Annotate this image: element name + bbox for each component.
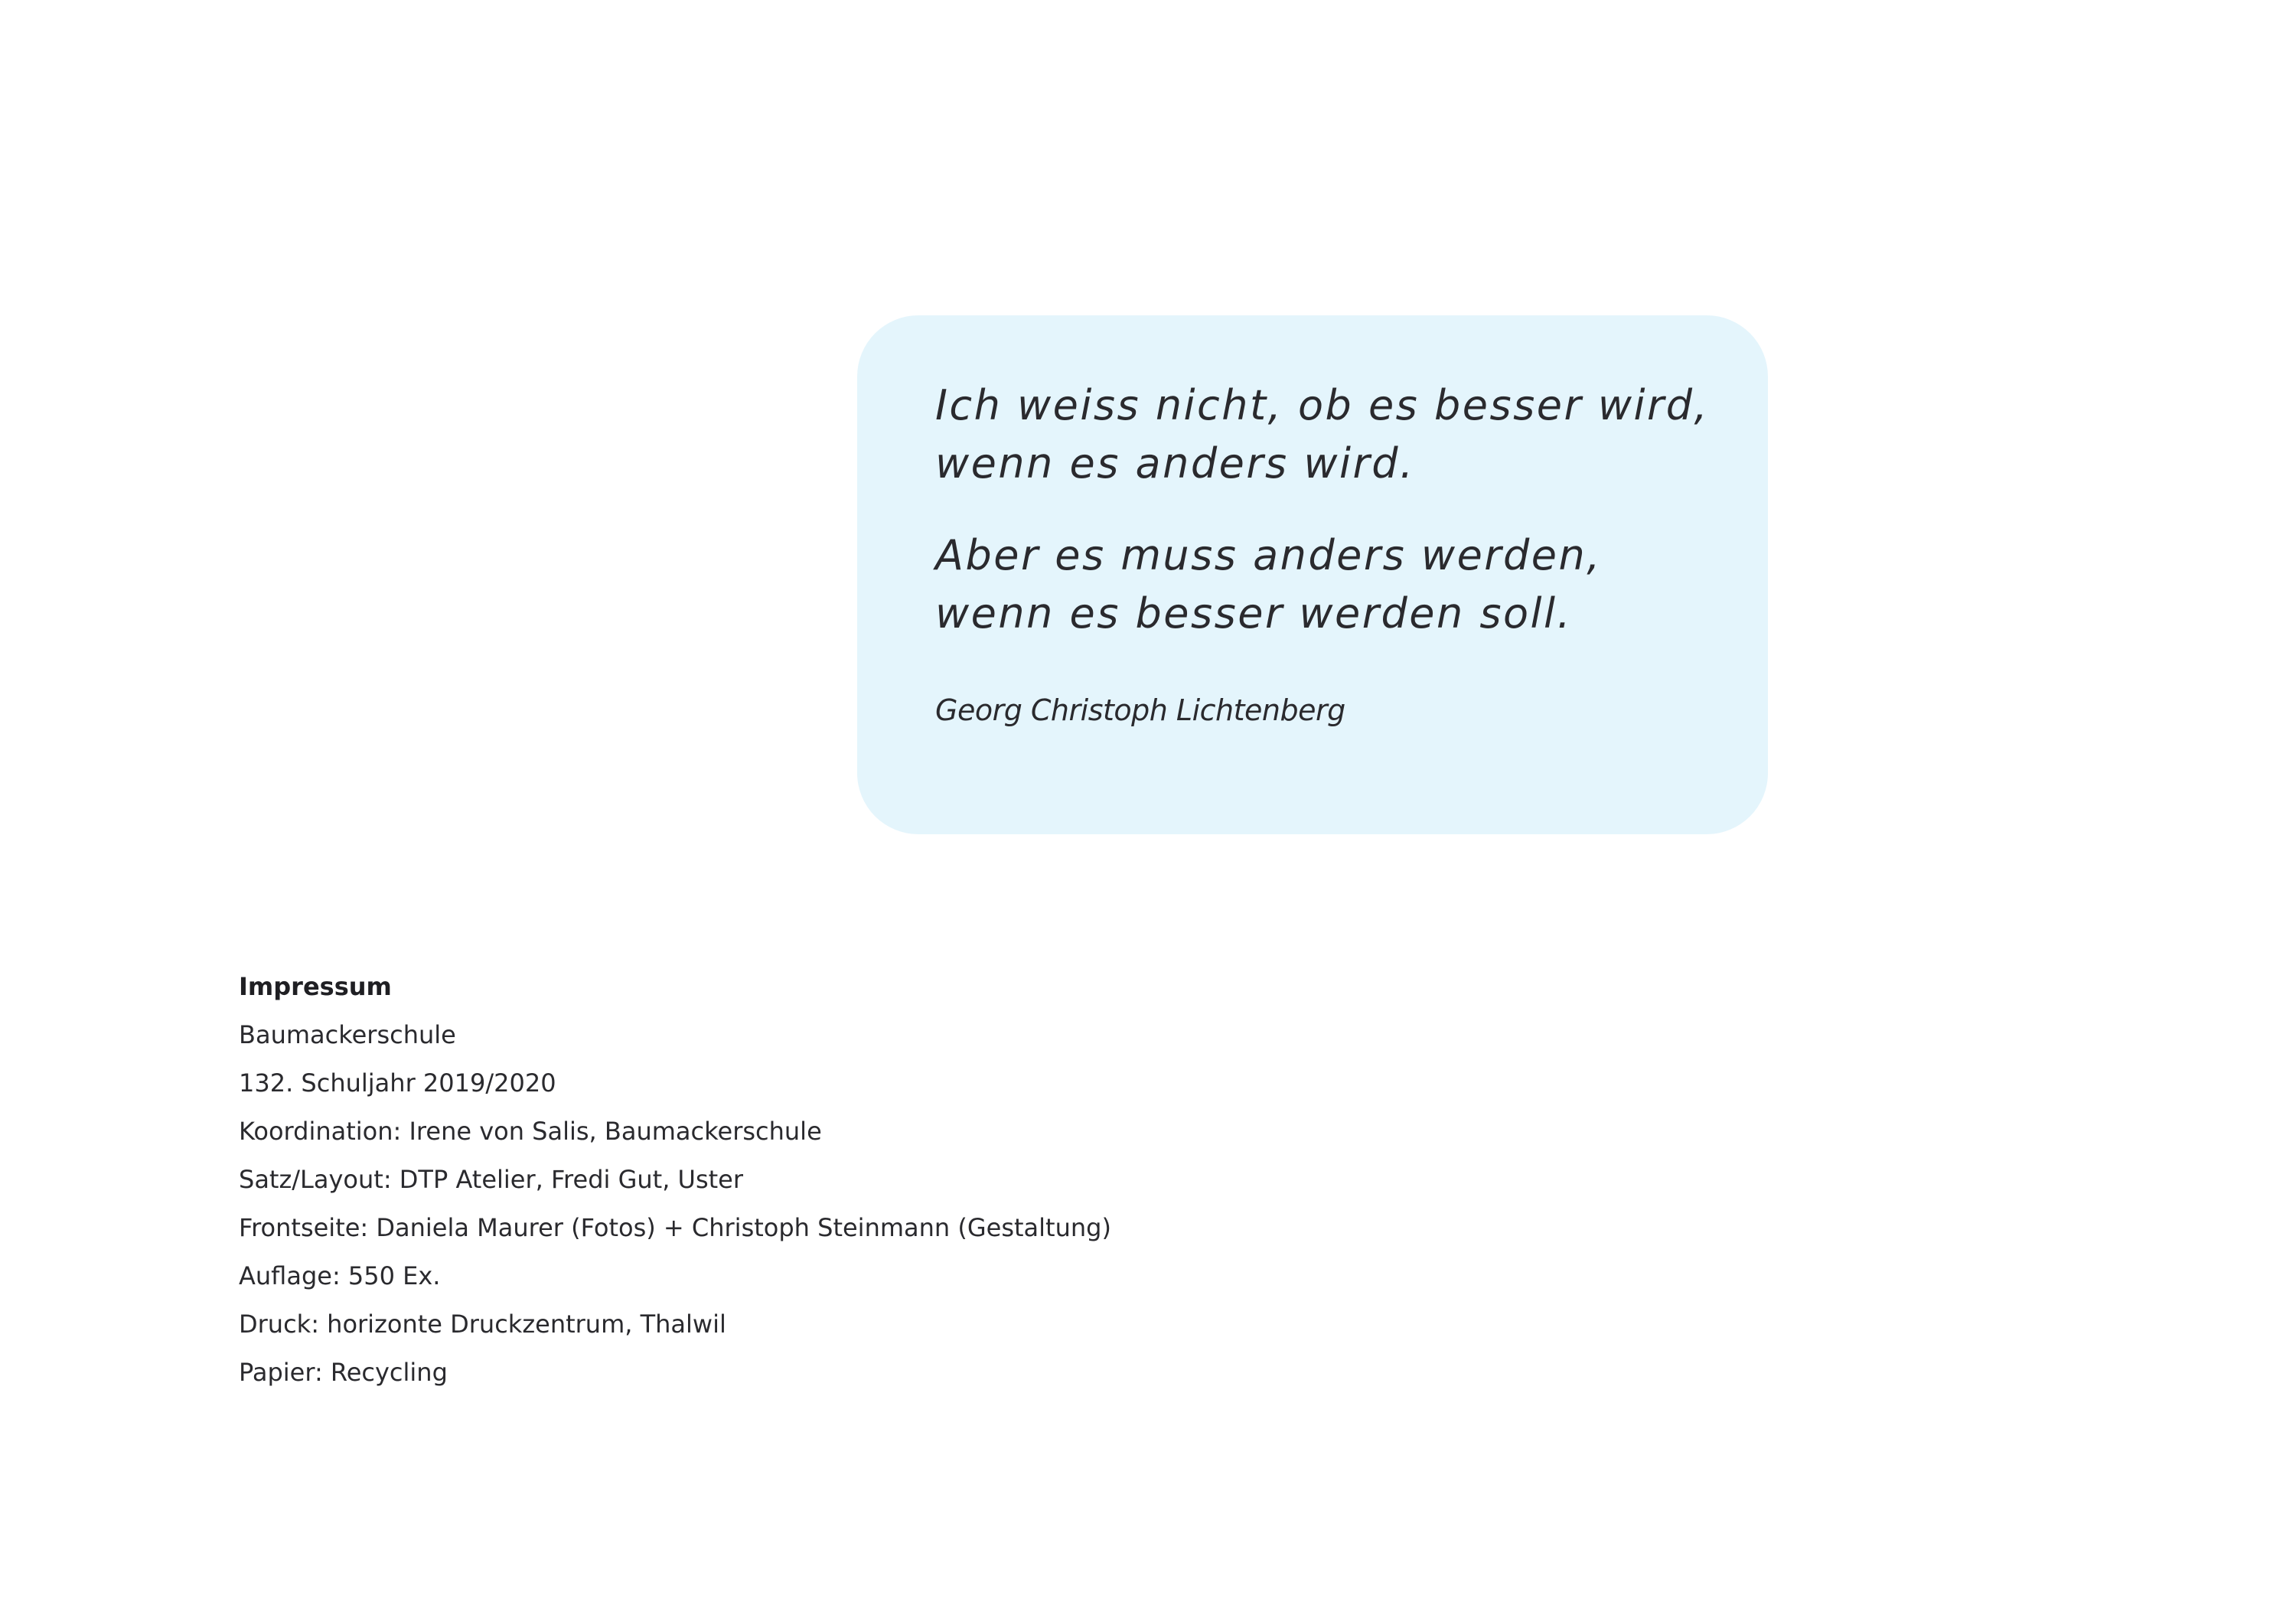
impressum-title: Impressum xyxy=(239,972,392,1001)
quote-line: Aber es muss anders werden, xyxy=(935,531,1602,579)
impressum-line-layout: Satz/Layout: DTP Atelier, Fredi Gut, Uster xyxy=(239,1165,744,1194)
impressum-line-paper: Papier: Recycling xyxy=(239,1358,448,1387)
impressum-line-printer: Druck: horizonte Druckzentrum, Thalwil xyxy=(239,1310,726,1339)
impressum-line-school: Baumackerschule xyxy=(239,1020,456,1049)
quote-box xyxy=(857,315,1768,834)
quote-paragraph xyxy=(935,527,1768,643)
quote-author: Georg Christoph Lichtenberg xyxy=(935,693,1345,727)
quote-line: Ich weiss nicht, ob es besser wird, xyxy=(935,381,1710,429)
impressum-line-school-year: 132. Schuljahr 2019/2020 xyxy=(239,1068,556,1098)
quote-line: wenn es besser werden soll. xyxy=(935,589,1573,638)
impressum-list xyxy=(239,1011,1463,1397)
impressum-section xyxy=(239,963,1463,1397)
quote-paragraph xyxy=(935,377,1768,493)
impressum-line-coordination: Koordination: Irene von Salis, Baumackerschule xyxy=(239,1117,822,1146)
quote-line: wenn es anders wird. xyxy=(935,439,1415,488)
impressum-line-cover: Frontseite: Daniela Maurer (Fotos) + Christoph Steinmann (Gestaltung) xyxy=(239,1213,1111,1242)
impressum-line-print-run: Auflage: 550 Ex. xyxy=(239,1261,441,1290)
